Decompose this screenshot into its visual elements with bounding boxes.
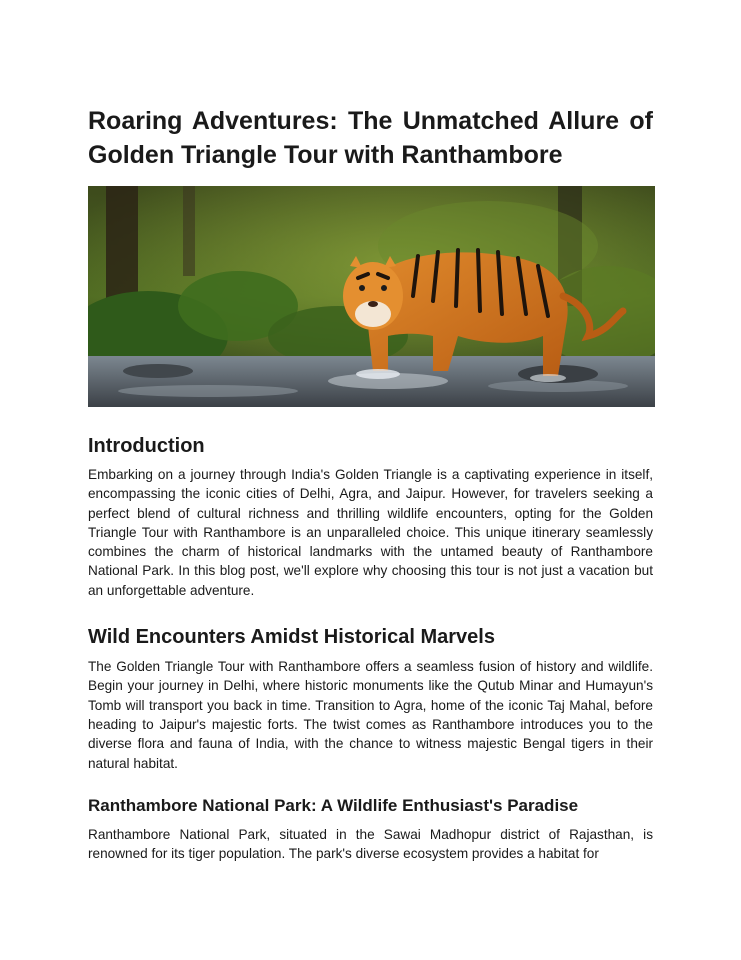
article-title: Roaring Adventures: The Unmatched Allure of Golden Triangle Tour with Ranthambore bbox=[88, 107, 653, 169]
hero-image bbox=[88, 186, 655, 407]
document-page bbox=[88, 104, 653, 863]
section-body-ranthambore-park: Ranthambore National Park, situated in the Sawai Madhopur district of Rajasthan, is renowned for its tiger population. The park's diverse ecosystem provides a habitat for bbox=[88, 826, 653, 862]
section-body-wild-encounters: The Golden Triangle Tour with Ranthambore offers a seamless fusion of history and wildlife. Begin your journey in Delhi, where historic monuments like the Qutub Minar and Humayun's Tomb will transport you back in time. Transition to Agra, home of the iconic Taj Mahal, before heading to Jaipur's majestic forts. The twist comes as Ranthambore introduces you to the diverse flora and fauna of India, with the chance to witness majestic Bengal tigers in their natural habitat. bbox=[88, 659, 653, 771]
section-heading-introduction: Introduction bbox=[88, 435, 205, 457]
section-heading-wild-encounters: Wild Encounters Amidst Historical Marvels bbox=[88, 626, 495, 649]
section-heading-ranthambore-park: Ranthambore National Park: A Wildlife Enthusiast's Paradise bbox=[88, 795, 579, 815]
section-body-introduction: Embarking on a journey through India's Golden Triangle is a captivating experience in itself, encompassing the iconic cities of Delhi, Agra, and Jaipur. However, for travelers seeking a perfect blend of cultural richness and thrilling wildlife encounters, opting for the Golden Triangle Tour with Ranthambore is an unparalleled choice. This unique itinerary seamlessly combines the charm of historical landmarks with the untamed beauty of Ranthambore National Park. In this blog post, we'll explore why choosing this tour is not just a vacation but an unforgettable adventure. bbox=[88, 467, 653, 598]
